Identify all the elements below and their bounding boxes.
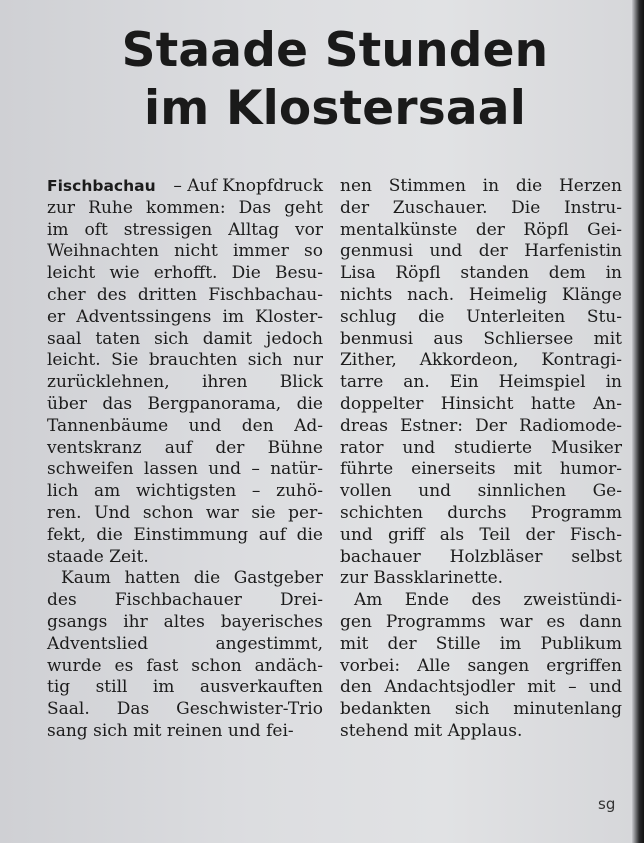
article-line: über das Bergpanorama, die: [47, 393, 323, 414]
article-line: Tannenbäume und den Ad-: [47, 415, 323, 436]
article-line: gsangs ihr altes bayerisches: [47, 611, 323, 632]
article-line: bachauer Holzbläser selbst: [340, 546, 622, 567]
article-line: den Andachtsjodler mit – und: [340, 677, 622, 698]
article-line: dreas Estner: Der Radiomode-: [340, 415, 622, 436]
article-line: im oft stressigen Alltag vor: [47, 219, 323, 240]
article-line: zurücklehnen, ihren Blick: [47, 372, 323, 393]
article-line: bedankten sich minutenlang: [340, 699, 622, 720]
article-line: Weihnachten nicht immer so: [47, 241, 323, 262]
article-line: lich am wichtigsten – zuhö-: [47, 481, 323, 502]
article-line: schichten durchs Programm: [340, 502, 622, 523]
article-line: schweifen lassen und – natür-: [47, 459, 323, 480]
article-line: Saal. Das Geschwister-Trio: [47, 699, 323, 720]
article-line: cher des dritten Fischbachau-: [47, 284, 323, 305]
article-line: er Adventssingens im Kloster-: [47, 306, 323, 327]
article-line: tig still im ausverkauften: [47, 677, 323, 698]
article-line: und griff als Teil der Fisch-: [340, 524, 622, 545]
article-line: mit der Stille im Publikum: [340, 633, 622, 654]
headline-line-2: im Klostersaal: [143, 81, 527, 136]
article-line: Fischbachau – Auf Knopfdruck: [47, 176, 323, 196]
article-line: der Zuschauer. Die Instru-: [340, 197, 622, 218]
headline-line-1: Staade Stunden: [121, 23, 549, 78]
article-line: doppelter Hinsicht hatte An-: [340, 393, 622, 414]
article-line: benmusi aus Schliersee mit: [340, 328, 622, 349]
article-line: Lisa Röpfl standen dem in: [340, 263, 622, 284]
article-line: rator und studierte Musiker: [340, 437, 622, 458]
article-line: vorbei: Alle sangen ergriffen: [340, 655, 622, 676]
article-line: leicht wie erhofft. Die Besu-: [47, 263, 323, 284]
article-line: stehend mit Applaus.: [340, 720, 523, 741]
author-byline: sg: [598, 795, 616, 813]
article-headline: [0, 22, 644, 138]
article-line: gen Programms war es dann: [340, 611, 622, 632]
article-line: vollen und sinnlichen Ge-: [340, 481, 622, 502]
article-line: tarre an. Ein Heimspiel in: [340, 372, 622, 393]
article-column-right: [340, 176, 622, 743]
article-line: zur Ruhe kommen: Das geht: [47, 197, 323, 218]
article-line: ren. Und schon war sie per-: [47, 502, 323, 523]
article-line: Am Ende des zweistündi-: [354, 590, 622, 611]
article-column-left: [47, 176, 323, 743]
article-line: staade Zeit.: [47, 546, 149, 567]
article-line: Adventslied angestimmt,: [47, 633, 323, 654]
article-line: des Fischbachauer Drei-: [47, 590, 323, 611]
article-line: zur Bassklarinette.: [340, 568, 504, 589]
article-line: fekt, die Einstimmung auf die: [47, 524, 323, 545]
article-line: ventskranz auf der Bühne: [47, 437, 323, 458]
article-line: Zither, Akkordeon, Kontragi-: [340, 350, 622, 371]
article-line: leicht. Sie brauchten sich nur: [47, 350, 323, 371]
dateline: Fischbachau: [47, 177, 156, 195]
article-line: wurde es fast schon andäch-: [47, 655, 323, 676]
article-line: saal taten sich damit jedoch: [47, 328, 323, 349]
article-line: nichts nach. Heimelig Klänge: [340, 284, 622, 305]
article-line: nen Stimmen in die Herzen: [340, 176, 622, 196]
article-line: führte einerseits mit humor-: [340, 459, 622, 480]
article-line: schlug die Unterleiten Stu-: [340, 306, 622, 327]
article-line: sang sich mit reinen und fei-: [47, 720, 294, 741]
article-line: mentalkünste der Röpfl Gei-: [340, 219, 622, 240]
article-line: Kaum hatten die Gastgeber: [61, 568, 323, 589]
article-line: genmusi und der Harfenistin: [340, 241, 622, 262]
